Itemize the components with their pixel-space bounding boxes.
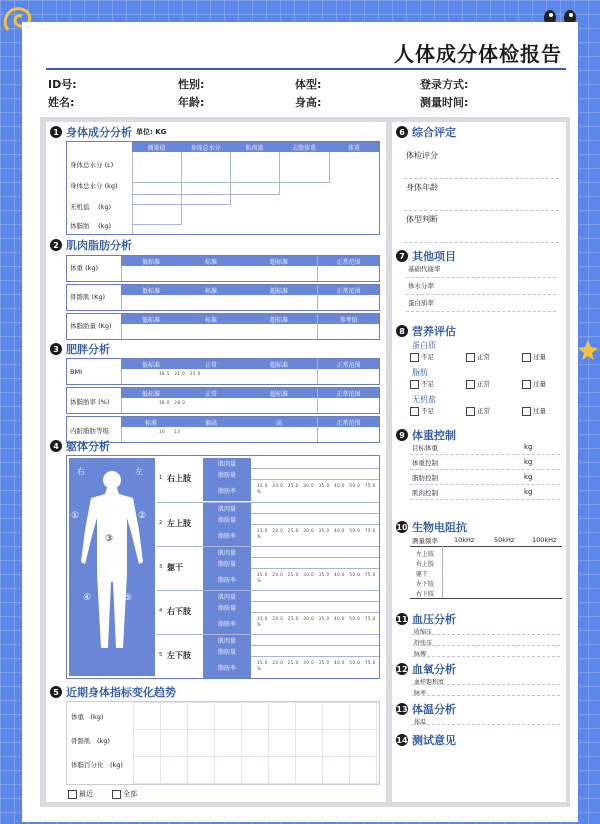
segment-number: 5 — [159, 652, 163, 658]
grid-line — [121, 324, 122, 339]
option-label: 不足 — [421, 380, 434, 388]
checkbox[interactable] — [410, 353, 419, 362]
band-label: 低标准 — [141, 288, 160, 295]
section-6-header — [396, 124, 456, 140]
freq-header: 10kHz — [454, 536, 475, 544]
segment-row — [157, 458, 379, 501]
right-column — [392, 122, 566, 802]
title-rule — [46, 68, 566, 70]
section-6-title: 综合评定 — [412, 126, 456, 139]
segment-row — [157, 546, 379, 589]
body-silhouette — [69, 458, 155, 676]
metric-label: 肌肉量 — [217, 461, 236, 468]
unit-label: kg — [524, 473, 533, 481]
item-label: 脉率 — [414, 690, 427, 697]
analysis-row — [66, 255, 380, 282]
band-label: 高 — [275, 420, 282, 427]
grid-line — [230, 152, 231, 204]
nutrient-label: 脂肪 — [412, 368, 428, 377]
marker-4: ④ — [83, 593, 92, 603]
band-label: 超标准 — [269, 317, 288, 324]
scale-ticks: 18.0 28.0 — [159, 400, 186, 405]
band-label: 超标准 — [269, 391, 288, 398]
side-label: 正常范围 — [336, 391, 361, 398]
grid-line — [251, 568, 379, 569]
checkbox[interactable] — [410, 380, 419, 389]
row-divider — [412, 656, 560, 657]
section-4-number: 4 — [50, 440, 62, 452]
checkbox-all[interactable] — [112, 790, 121, 799]
grid-line — [251, 645, 379, 646]
metric-label: 脂肪量 — [217, 472, 236, 479]
segment-row — [157, 634, 379, 677]
band-label: 低标准 — [141, 362, 160, 369]
unit-label: kg — [524, 458, 533, 466]
side-label: 正常范围 — [336, 259, 361, 266]
band-label: 低标准 — [141, 259, 160, 266]
section-5-number: 5 — [50, 686, 62, 698]
metric-label: 脂肪率 — [217, 621, 236, 628]
row-divider — [412, 684, 560, 685]
item-label: 体型判断 — [406, 215, 438, 224]
section-8-header — [396, 323, 456, 339]
row-label: BMI — [70, 368, 82, 376]
option-label: 过量 — [533, 353, 546, 361]
band-label: 超标准 — [269, 362, 288, 369]
grid-line — [121, 398, 122, 413]
nutrient-option[interactable] — [410, 406, 434, 416]
metric-label: 脂肪率 — [217, 488, 236, 495]
row-label: 体脂肪 (kg) — [70, 222, 112, 230]
section-3-header — [50, 341, 110, 357]
impedance-row-label: 躯干 — [416, 571, 429, 578]
item-label: 体重控制 — [412, 459, 438, 467]
section-5-title: 近期身体指标变化趋势 — [66, 686, 176, 699]
section-10-header — [396, 519, 467, 535]
row-divider — [406, 294, 556, 295]
segment-name: 右上肢 — [167, 474, 191, 483]
gender-label: 性别: — [178, 78, 205, 91]
nutrient-option[interactable] — [522, 379, 546, 389]
row-divider — [410, 499, 560, 500]
marker-3: ③ — [105, 534, 114, 544]
analysis-row — [66, 313, 380, 340]
band-label: 正常 — [204, 362, 217, 369]
band-label: 标准 — [204, 288, 217, 295]
section-11-title: 血压分析 — [412, 613, 456, 626]
grid-line — [251, 513, 379, 514]
nutrient-label: 无机盐 — [412, 395, 436, 404]
row-divider — [404, 210, 559, 211]
star-decoration — [578, 340, 598, 360]
table-rule — [410, 546, 562, 547]
section-1-header — [50, 124, 166, 140]
impedance-row-label: 左下肢 — [416, 581, 435, 588]
section-4-title: 躯体分析 — [66, 440, 110, 453]
option-label: 过量 — [533, 380, 546, 388]
marker-2: ② — [138, 511, 147, 521]
scale-ticks: 10 13 — [159, 429, 181, 434]
section-12-title: 血氧分析 — [412, 663, 456, 676]
metric-label: 脂肪率 — [217, 577, 236, 584]
grid-line — [132, 224, 182, 225]
trend-table — [66, 701, 380, 785]
nutrient-option[interactable] — [466, 406, 490, 416]
band-label: 超标准 — [269, 259, 288, 266]
item-label: 体温 — [414, 719, 427, 726]
option-label: 不足 — [421, 353, 434, 361]
row-divider — [406, 277, 556, 278]
analysis-row — [66, 387, 380, 414]
option-label: 过量 — [533, 407, 546, 415]
item-label: 肌肉控制 — [412, 489, 438, 497]
analysis-row — [66, 416, 380, 443]
band-label: 标准 — [144, 420, 157, 427]
row-divider — [410, 454, 560, 455]
section-14-title: 测试意见 — [412, 734, 456, 747]
report-sheet — [22, 22, 578, 822]
band-label: 超标准 — [269, 288, 288, 295]
scale-ticks: 18.5 21.0 25.0 — [159, 371, 201, 376]
metric-label: 脂肪率 — [217, 533, 236, 540]
marker-5: ⑤ — [124, 593, 133, 603]
grid-line — [121, 295, 122, 310]
impedance-row-label: 左上肢 — [416, 551, 435, 558]
freq-header: 100kHz — [532, 536, 557, 544]
item-label: 身体年龄 — [406, 183, 438, 192]
segment-analysis-box — [66, 455, 380, 679]
metric-label: 脂肪量 — [217, 605, 236, 612]
section-7-header — [396, 248, 456, 264]
item-label: 体水分率 — [408, 282, 434, 290]
row-divider — [410, 469, 560, 470]
segment-name: 左上肢 — [167, 519, 191, 528]
segment-row — [157, 502, 379, 545]
row-label: 内脏脂肪等级 — [70, 427, 109, 435]
option-label: 不足 — [421, 407, 434, 415]
row-divider — [412, 634, 560, 635]
row-divider — [410, 484, 560, 485]
section-13-header — [396, 701, 456, 717]
option-label: 全部 — [123, 790, 137, 798]
segment-row — [157, 590, 379, 633]
row-divider — [406, 311, 556, 312]
checkbox[interactable] — [466, 380, 475, 389]
page-title: 人体成分体检报告 — [394, 42, 562, 66]
body-figure-panel — [69, 458, 155, 676]
marker-1: ① — [71, 511, 80, 521]
grid-line — [251, 479, 379, 480]
section-14-header — [396, 732, 456, 748]
section-12-number: 12 — [396, 664, 408, 674]
grid-line — [121, 266, 122, 281]
analysis-row — [66, 284, 380, 311]
band-label: 标准 — [204, 259, 217, 266]
section-2-number: 2 — [50, 239, 62, 251]
item-label: 体检评分 — [406, 151, 438, 160]
checkbox[interactable] — [522, 380, 531, 389]
metric-label: 肌肉量 — [217, 638, 236, 645]
option-all[interactable] — [112, 789, 137, 799]
row-label: 体脂肪量 (Kg) — [70, 322, 112, 330]
section-9-number: 9 — [396, 429, 408, 441]
trend-grid — [133, 702, 379, 784]
grid-line — [121, 369, 122, 384]
checkbox[interactable] — [466, 407, 475, 416]
item-label: 脂肪控制 — [412, 474, 438, 482]
section-1-number: 1 — [50, 126, 62, 138]
scale-ticks: 15.0 20.0 25.0 30.0 35.0 40.0 50.0 75.0 % — [257, 483, 381, 494]
left-column — [46, 122, 386, 802]
impedance-row-label: 右下肢 — [416, 591, 435, 598]
table-rule — [410, 598, 562, 599]
trend-row-label: 体重 (kg) — [71, 713, 104, 721]
id-label: ID号: — [48, 78, 77, 91]
grid-line — [279, 152, 280, 194]
scale-ticks: 15.0 20.0 25.0 30.0 35.0 40.0 50.0 75.0 % — [257, 660, 381, 671]
item-label: 收缩压 — [414, 629, 433, 636]
side-label: 参考值 — [339, 317, 358, 324]
item-label: 血样饱和度 — [414, 679, 445, 686]
item-label: 脉搏 — [414, 651, 427, 658]
height-label: 身高: — [295, 96, 322, 109]
grid-line — [121, 427, 122, 442]
row-divider — [404, 242, 559, 243]
metric-label: 肌肉量 — [217, 506, 236, 513]
body-composition-table — [66, 141, 380, 235]
band-label: 偏高 — [204, 420, 217, 427]
section-8-number: 8 — [396, 325, 408, 337]
grid-line — [251, 557, 379, 558]
section-6-number: 6 — [396, 126, 408, 138]
checkbox-recent[interactable] — [68, 790, 77, 799]
grid-line — [132, 194, 280, 195]
item-label: 基础代谢率 — [408, 265, 441, 273]
trend-row-label: 体脂百分比 (kg) — [71, 761, 123, 769]
option-recent[interactable] — [68, 789, 93, 799]
freq-header: 测量频率 — [412, 537, 438, 545]
metric-label: 脂肪量 — [217, 561, 236, 568]
login-label: 登录方式: — [420, 78, 469, 91]
section-12-header — [396, 661, 456, 677]
unit-label: kg — [524, 443, 533, 451]
segment-number: 1 — [159, 475, 163, 481]
section-7-title: 其他项目 — [412, 250, 456, 263]
grid-line — [132, 152, 133, 234]
option-label: 最近 — [79, 790, 93, 798]
row-divider — [412, 645, 560, 646]
metric-label: 肌肉量 — [217, 594, 236, 601]
checkbox[interactable] — [522, 407, 531, 416]
grid-line — [251, 601, 379, 602]
side-label: 正常范围 — [336, 420, 361, 427]
section-3-title: 肥胖分析 — [66, 343, 110, 356]
section-13-title: 体温分析 — [412, 703, 456, 716]
option-label: 正常 — [477, 353, 490, 361]
row-label: 体重 (kg) — [70, 264, 99, 272]
unit-label: 单位: KG — [136, 128, 167, 136]
segment-name: 躯干 — [167, 563, 183, 572]
nutrient-option[interactable] — [522, 406, 546, 416]
right-side-label: 右 — [77, 467, 85, 476]
metric-label: 脂肪率 — [217, 665, 236, 672]
nutrient-option[interactable] — [466, 379, 490, 389]
segment-name: 左下肢 — [167, 651, 191, 660]
col-header: 身体总水分 — [190, 145, 221, 152]
section-1-title: 身体成分分析 — [66, 126, 132, 139]
section-13-number: 13 — [396, 704, 408, 714]
section-14-number: 14 — [396, 735, 408, 745]
age-label: 年龄: — [178, 96, 205, 109]
impedance-row-label: 右上肢 — [416, 561, 435, 568]
left-side-label: 左 — [135, 467, 143, 476]
segment-number: 4 — [159, 608, 163, 614]
col-header: 去脂体重 — [291, 145, 316, 152]
nutrient-option[interactable] — [410, 379, 434, 389]
grid-line — [181, 152, 182, 224]
grid-line — [251, 524, 379, 525]
section-3-number: 3 — [50, 343, 62, 355]
grid-line — [132, 182, 330, 183]
section-9-title: 体重控制 — [412, 429, 456, 442]
metric-label: 脂肪量 — [217, 517, 236, 524]
unit-label: kg — [524, 488, 533, 496]
freq-header: 50kHz — [494, 536, 515, 544]
section-10-number: 10 — [396, 522, 408, 532]
row-divider — [404, 178, 559, 179]
item-label: 蛋白质率 — [408, 299, 434, 307]
section-2-header — [50, 237, 132, 253]
band-label: 标准 — [204, 317, 217, 324]
section-9-header — [396, 427, 456, 443]
measure-time-label: 测量时间: — [420, 96, 469, 109]
section-2-title: 肌肉脂肪分析 — [66, 239, 132, 252]
grid-line — [251, 656, 379, 657]
grid-line — [251, 468, 379, 469]
section-11-header — [396, 611, 456, 627]
segment-number: 3 — [159, 564, 163, 570]
nutrient-option[interactable] — [466, 352, 490, 362]
content-area — [40, 117, 570, 807]
scale-ticks: 15.0 20.0 25.0 30.0 35.0 40.0 50.0 75.0 % — [257, 528, 381, 539]
segment-number: 2 — [159, 520, 163, 526]
scale-ticks: 15.0 20.0 25.0 30.0 35.0 40.0 50.0 75.0 % — [257, 616, 381, 627]
row-divider — [412, 724, 560, 725]
metric-label: 肌肉量 — [217, 550, 236, 557]
row-label: 无机盐 (kg) — [70, 203, 112, 211]
col-header: 肌肉量 — [245, 145, 264, 152]
row-label: 身体总水分 (L) — [70, 161, 114, 169]
metric-label: 脂肪量 — [217, 649, 236, 656]
body-type-label: 体型: — [295, 78, 322, 91]
section-8-title: 营养评估 — [412, 325, 456, 338]
checkbox[interactable] — [522, 353, 531, 362]
grid-line — [251, 612, 379, 613]
side-label: 正常范围 — [336, 288, 361, 295]
col-header: 体重 — [347, 145, 360, 152]
grid-line — [132, 204, 231, 205]
side-label: 正常范围 — [336, 362, 361, 369]
item-label: 目标体重 — [412, 444, 438, 452]
section-10-title: 生物电阻抗 — [412, 521, 467, 534]
checkbox[interactable] — [410, 407, 419, 416]
row-label: 骨骼肌 (Kg) — [70, 293, 106, 301]
band-label: 低标准 — [141, 317, 160, 324]
analysis-row — [66, 358, 380, 385]
section-7-number: 7 — [396, 250, 408, 262]
segment-name: 右下肢 — [167, 607, 191, 616]
grid-line — [442, 546, 443, 598]
checkbox[interactable] — [466, 353, 475, 362]
section-5-header — [50, 684, 176, 700]
nutrient-option[interactable] — [410, 352, 434, 362]
scale-ticks: 15.0 20.0 25.0 30.0 35.0 40.0 50.0 75.0 % — [257, 572, 381, 583]
section-4-header — [50, 438, 110, 454]
option-label: 正常 — [477, 407, 490, 415]
option-label: 正常 — [477, 380, 490, 388]
band-label: 低标准 — [141, 391, 160, 398]
trend-row-label: 骨骼肌 (kg) — [71, 737, 110, 745]
col-header: 测量值 — [147, 145, 166, 152]
row-label: 体脂肪率 (%) — [70, 398, 110, 406]
nutrient-label: 蛋白质 — [412, 341, 436, 350]
name-label: 姓名: — [48, 96, 75, 109]
row-divider — [412, 695, 560, 696]
band-label: 正常 — [204, 391, 217, 398]
grid-line — [329, 152, 330, 182]
nutrient-option[interactable] — [522, 352, 546, 362]
section-11-number: 11 — [396, 614, 408, 624]
row-label: 身体总水分 (kg) — [70, 182, 118, 190]
item-label: 舒张压 — [414, 640, 433, 647]
